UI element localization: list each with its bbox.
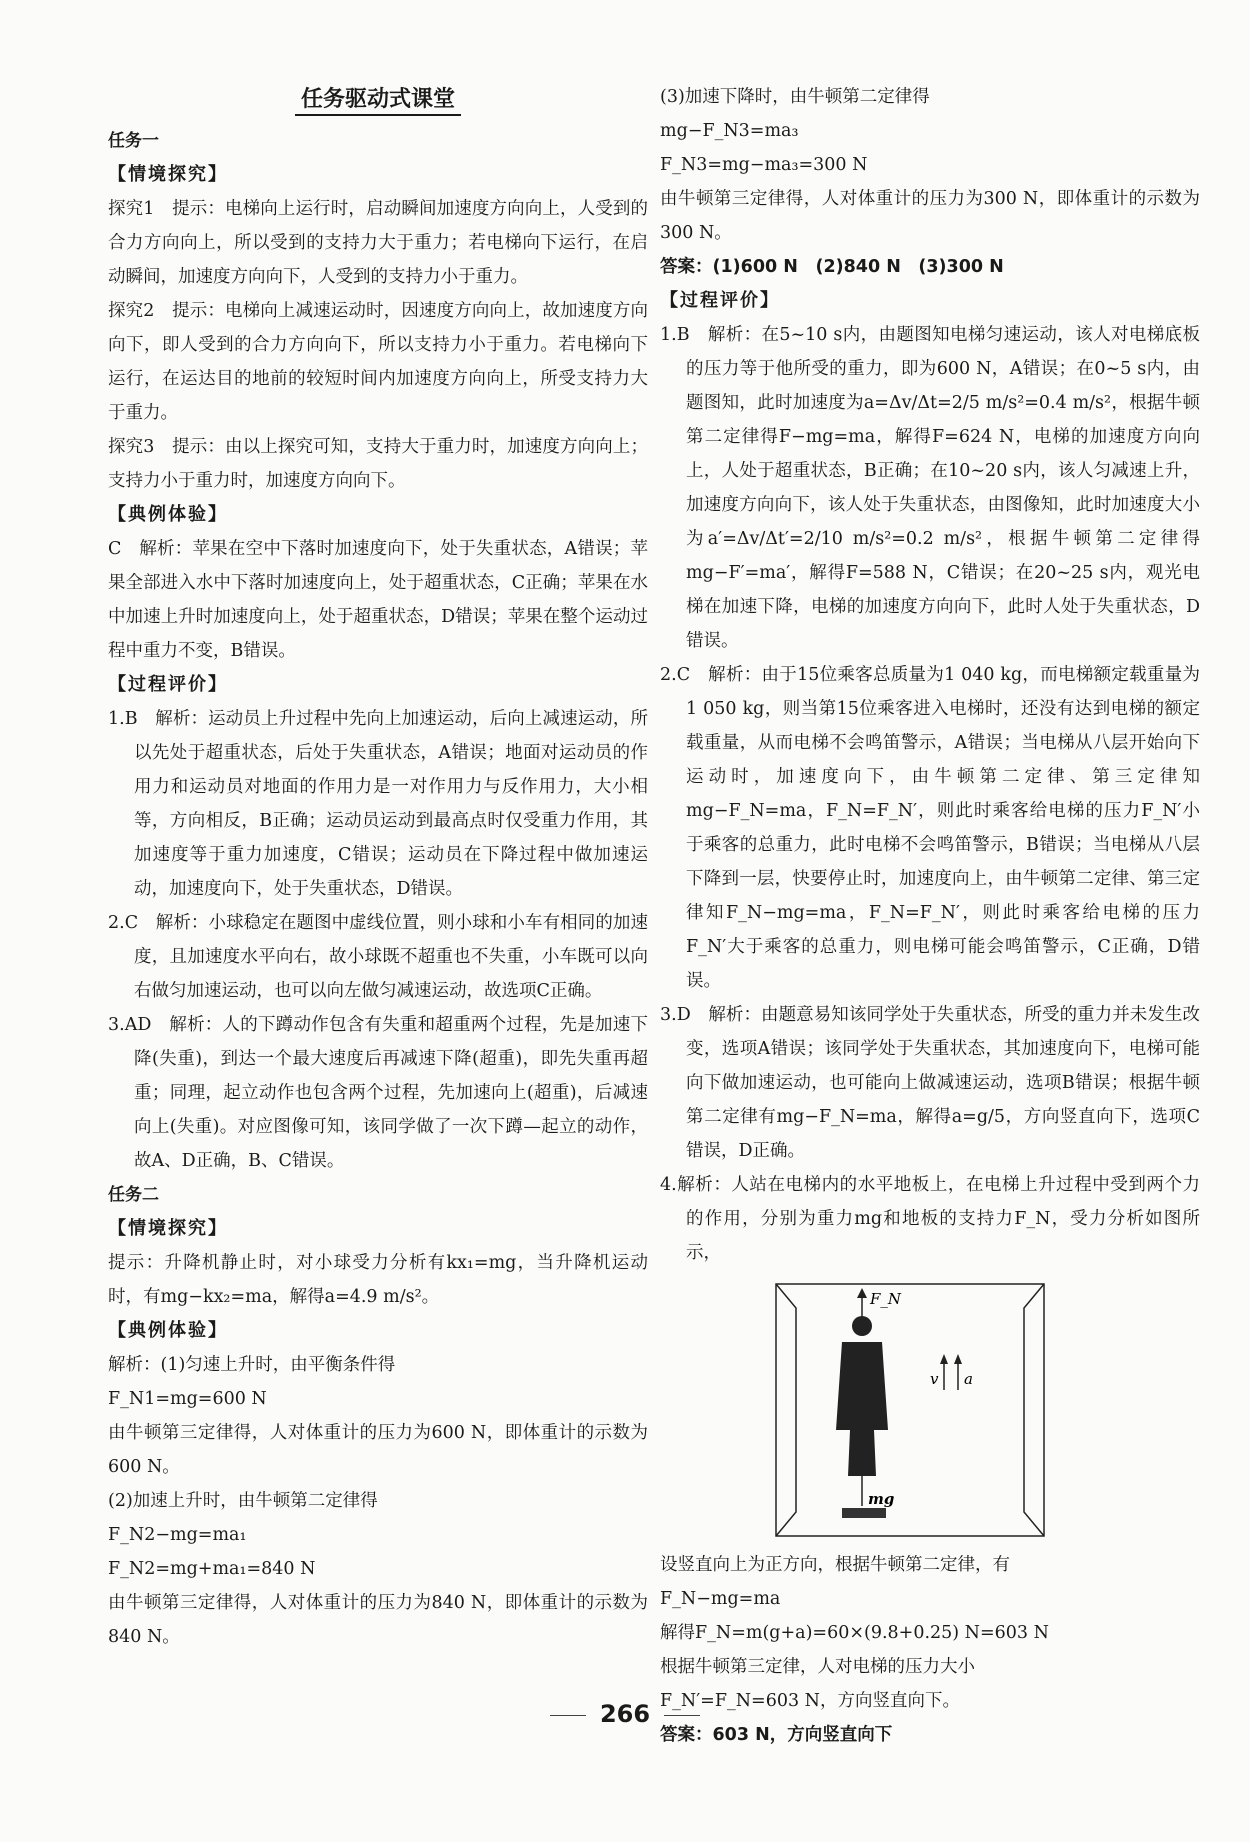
page-title: 任务驱动式课堂 xyxy=(108,80,648,120)
elevator-diagram xyxy=(770,1280,1050,1540)
elevator-right-wall xyxy=(1024,1284,1044,1536)
normal-force-arrowhead xyxy=(857,1288,867,1298)
page-number: 266 xyxy=(599,1700,651,1728)
section-situation-heading: 【情境探究】 xyxy=(108,164,228,185)
section-evaluation-heading: 【过程评价】 xyxy=(108,674,228,695)
elevator-left-wall xyxy=(776,1284,796,1536)
solution-line-5: F_N′=F_N=603 N，方向竖直向下。 xyxy=(660,1691,960,1711)
example2-line-3: 由牛顿第三定律得，人对体重计的压力为600 N，即体重计的示数为600 N。 xyxy=(108,1423,648,1477)
explore-2: 探究2 提示：电梯向上减速运动时，因速度方向向上，故加速度方向向下，即人受到的合力方向向下，所以支持力小于重力。若电梯向下运行，在运达目的地前的较短时间内加速度方向向上，所受支持力大于重力。 xyxy=(108,301,648,423)
elevator-figure xyxy=(770,1280,1050,1540)
right-line-2: mg−F_N3=ma₃ xyxy=(660,121,799,141)
a-label: a xyxy=(964,1370,973,1388)
left-column xyxy=(108,80,648,1654)
acceleration-arrowhead xyxy=(954,1354,962,1364)
example2-line-7: 由牛顿第三定律得，人对体重计的压力为840 N，即体重计的示数为840 N。 xyxy=(108,1593,648,1647)
right-line-1: (3)加速下降时，由牛顿第二定律得 xyxy=(660,87,930,107)
example2-line-5: F_N2−mg=ma₁ xyxy=(108,1525,247,1545)
page-footer xyxy=(0,1700,1250,1728)
footer-dash-left xyxy=(550,1715,586,1716)
right-question-1: 1.B 解析：在5~10 s内，由题图知电梯匀速运动，该人对电梯底板的压力等于他所受的重力，即为600 N，A错误；在0~5 s内，由题图知，此时加速度为a=Δv/Δt=2/5 m/s²=0.4 m/s²，根据牛顿第二定律得F−mg=ma，解得F=624 N，电梯的加速度方向向上，人处于超重状态，B正确；在10~20 s内，该人匀减速上升，加速度方向向下，该人处于失重状态，由图像知，此时加速度大小为a′=Δv/Δt′=2/10 m/s²=0.2 m/s²，根据牛顿第二定律得mg−F′=ma′，解得F=588 N，C错误；在20~25 s内，观光电梯在加速下降，电梯的加速度方向向下，此时人处于失重状态，D错误。 xyxy=(660,325,1200,651)
solution-line-3: 解得F_N=m(g+a)=60×(9.8+0.25) N=603 N xyxy=(660,1623,1049,1643)
question-3: 3.AD 解析：人的下蹲动作包含有失重和超重两个过程，先是加速下降(失重)，到达一个最大速度后再减速下降(超重)，即先失重再超重；同理，起立动作也包含两个过程，先加速向上(超重)，后减速向上(失重)。对应图像可知，该同学做了一次下蹲—起立的动作，故A、D正确，B、C错误。 xyxy=(108,1015,648,1171)
explore-3: 探究3 提示：由以上探究可知，支持大于重力时，加速度方向向上；支持力小于重力时，加速度方向向下。 xyxy=(108,437,648,491)
section-evaluation-heading-right: 【过程评价】 xyxy=(660,290,780,311)
example2-line-4: (2)加速上升时，由牛顿第二定律得 xyxy=(108,1491,378,1511)
elevator-frame xyxy=(776,1284,1044,1536)
right-line-3: F_N3=mg−ma₃=300 N xyxy=(660,155,868,175)
question-1: 1.B 解析：运动员上升过程中先向上加速运动，后向上减速运动，所以先处于超重状态，后处于失重状态，A错误；地面对运动员的作用力和运动员对地面的作用力是一对作用力与反作用力，大小相等，方向相反，B正确；运动员运动到最高点时仅受重力作用，其加速度等于重力加速度，C错误；运动员在下降过程中做加速运动，加速度向下，处于失重状态，D错误。 xyxy=(108,709,648,899)
v-label: v xyxy=(930,1370,939,1388)
section-example-heading-2: 【典例体验】 xyxy=(108,1320,228,1341)
example-answer: C 解析：苹果在空中下落时加速度向下，处于失重状态，A错误；苹果全部进入水中下落时加速度向上，处于超重状态，C正确；苹果在水中加速上升时加速度向上，处于超重状态，D错误；苹果在整个运动过程中重力不变，B错误。 xyxy=(108,539,648,661)
solution-line-4: 根据牛顿第三定律，人对电梯的压力大小 xyxy=(660,1657,975,1677)
hint-2: 提示：升降机静止时，对小球受力分析有kx₁=mg，当升降机运动时，有mg−kx₂=ma，解得a=4.9 m/s²。 xyxy=(108,1253,648,1307)
right-question-3: 3.D 解析：由题意易知该同学处于失重状态，所受的重力并未发生改变，选项A错误；该同学处于失重状态，其加速度向下，电梯可能向下做加速运动，也可能向上做减速运动，选项B错误；根据牛顿第二定律有mg−F_N=ma，解得a=g/5，方向竖直向下，选项C错误，D正确。 xyxy=(660,1005,1200,1161)
example2-line-2: F_N1=mg=600 N xyxy=(108,1389,267,1409)
final-answer: 答案：603 N，方向竖直向下 xyxy=(660,1725,893,1745)
right-question-2: 2.C 解析：由于15位乘客总质量为1 040 kg，而电梯额定载重量为1 050 kg，则当第15位乘客进入电梯时，还没有达到电梯的额定载重量，从而电梯不会鸣笛警示，A错误；当电梯从八层开始向下运动时，加速度向下，由牛顿第二定律、第三定律知mg−F_N=ma，F_N=F_N′，则此时乘客给电梯的压力F_N′小于乘客的总重力，此时电梯不会鸣笛警示，B错误；当电梯从八层下降到一层，快要停止时，加速度向上，由牛顿第二定律、第三定律知F_N−mg=ma，F_N=F_N′，则此时乘客给电梯的压力F_N′大于乘客的总重力，则电梯可能会鸣笛警示，C正确，D错误。 xyxy=(660,665,1200,991)
explore-1: 探究1 提示：电梯向上运行时，启动瞬间加速度方向向上，人受到的合力方向向上，所以受到的支持力大于重力；若电梯向下运行，在启动瞬间，加速度方向向下，人受到的支持力小于重力。 xyxy=(108,199,648,287)
task-two-heading: 任务二 xyxy=(108,1185,159,1205)
answer-line: 答案：(1)600 N (2)840 N (3)300 N xyxy=(660,257,1004,277)
example2-line-6: F_N2=mg+ma₁=840 N xyxy=(108,1559,316,1579)
fn-label: F_N xyxy=(870,1290,902,1308)
footer-dash-right xyxy=(664,1715,700,1716)
section-example-heading: 【典例体验】 xyxy=(108,504,228,525)
example2-line-1: 解析：(1)匀速上升时，由平衡条件得 xyxy=(108,1355,396,1375)
section-situation-heading-2: 【情境探究】 xyxy=(108,1218,228,1239)
solution-line-2: F_N−mg=ma xyxy=(660,1589,781,1609)
right-column xyxy=(660,80,1200,1752)
solution-line-1: 设竖直向上为正方向，根据牛顿第二定律，有 xyxy=(660,1555,1010,1575)
task-one-heading: 任务一 xyxy=(108,131,159,151)
question-2: 2.C 解析：小球稳定在题图中虚线位置，则小球和小车有相同的加速度，且加速度水平向右，故小球既不超重也不失重，小车既可以向右做匀加速运动，也可以向左做匀减速运动，故选项C正确。 xyxy=(108,913,648,1001)
velocity-arrowhead xyxy=(940,1354,948,1364)
right-line-4: 由牛顿第三定律得，人对体重计的压力为300 N，即体重计的示数为300 N。 xyxy=(660,189,1200,243)
mg-label: mg xyxy=(868,1490,895,1508)
right-question-4: 4.解析：人站在电梯内的水平地板上，在电梯上升过程中受到两个力的作用，分别为重力mg和地板的支持力F_N，受力分析如图所示， xyxy=(660,1175,1200,1263)
